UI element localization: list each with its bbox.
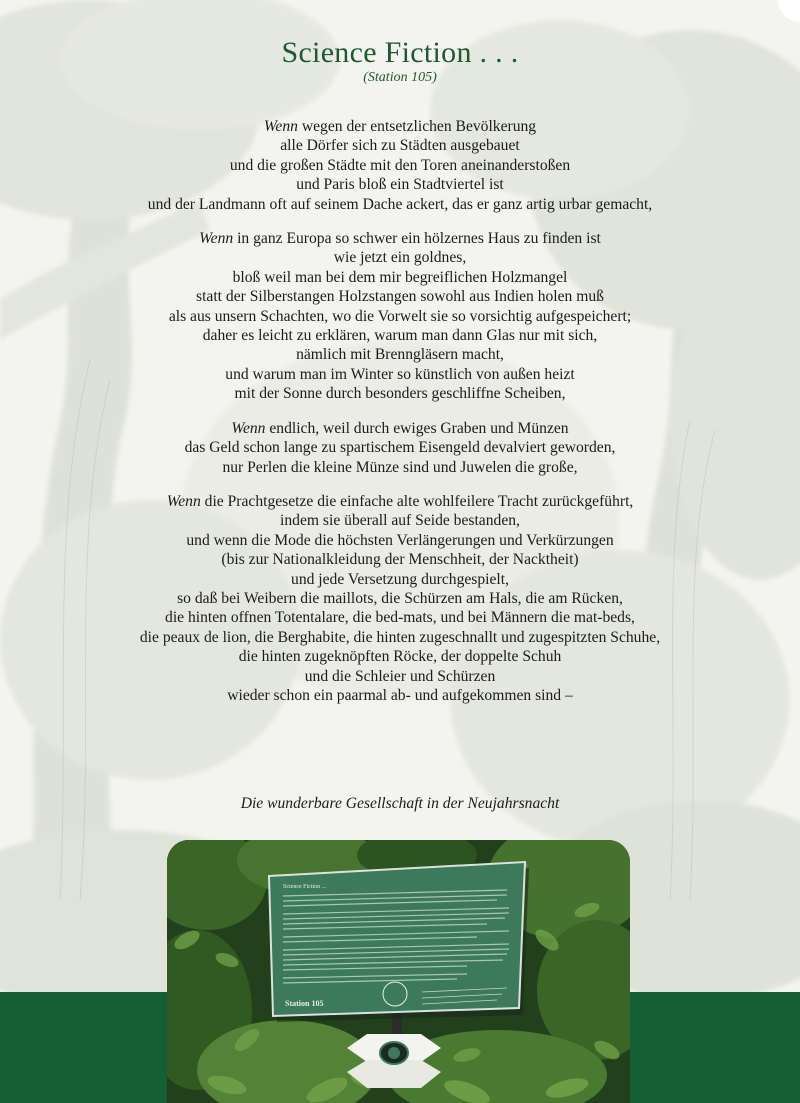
stanza-line: bloß weil man bei dem mir begreiflichen Holzmangel — [232, 268, 568, 286]
page-title: Science Fiction . . . — [281, 36, 519, 69]
stanza-line: als aus unsern Schachten, wo die Vorwelt sie so vorsichtig aufgespeichert; — [168, 307, 632, 325]
stanza-line: die hinten zugeknöpften Röcke, der doppelte Schuh — [238, 648, 562, 666]
stanza-line: und wenn die Mode die höchsten Verlängerungen und Verkürzungen — [186, 531, 614, 549]
stanza-lead-word: Wenn — [166, 492, 201, 510]
sign-photo-illustration — [167, 840, 630, 1103]
sign-photo — [167, 840, 630, 1103]
poem-body — [0, 117, 800, 720]
stanza-line: mit der Sonne durch besonders geschliffne Scheiben, — [234, 385, 566, 403]
stanza-line: die hinten offnen Totentalare, die bed-mats, und bei Männern die mat-beds, — [165, 609, 635, 627]
stanza — [0, 492, 800, 705]
stanza — [0, 229, 800, 404]
stanza-line: und warum man im Winter so künstlich von außen heizt — [225, 365, 575, 383]
stanza-line: wie jetzt ein goldnes, — [333, 249, 467, 267]
stanza-line: und Paris bloß ein Stadtviertel ist — [296, 176, 504, 194]
stanza-line: nur Perlen die kleine Münze sind und Juwelen die große, — [222, 458, 578, 476]
stanza-line: Wenn in ganz Europa so schwer ein hölzernes Haus zu finden ist — [199, 230, 601, 248]
stanza-line: so daß bei Weibern die maillots, die Schürzen am Hals, die am Rücken, — [177, 589, 623, 607]
stanza-line: nämlich mit Brenngläsern macht, — [296, 346, 504, 364]
stanza-line: indem sie überall auf Seide bestanden, — [280, 512, 520, 530]
stanza — [0, 419, 800, 477]
stanza-lead-word: Wenn — [231, 419, 266, 437]
stanza-line: (bis zur Nationalkleidung der Menschheit, der Nacktheit) — [221, 551, 579, 569]
stanza-line: und die großen Städte mit den Toren aneinanderstoßen — [229, 156, 571, 174]
stanza-line: statt der Silberstangen Holzstangen sowohl aus Indien holen muß — [196, 288, 604, 306]
stanza-line: wieder schon ein paarmal ab- und aufgekommen sind – — [227, 686, 573, 704]
stanza-line: und der Landmann oft auf seinem Dache ackert, das er ganz artig urbar gemacht, — [147, 195, 653, 213]
stanza-line: und die Schleier und Schürzen — [304, 667, 496, 685]
sign-station-label: Station 105 — [285, 999, 324, 1008]
stanza-line: alle Dörfer sich zu Städten ausgebauet — [280, 137, 520, 155]
stanza-lead-word: Wenn — [263, 118, 298, 135]
stanza-line: das Geld schon lange zu spartischem Eisengeld devalviert geworden, — [184, 439, 616, 457]
stanza — [0, 117, 800, 214]
source-attribution: Die wunderbare Gesellschaft in der Neujahrsnacht — [240, 795, 560, 812]
stanza-line: Wenn endlich, weil durch ewiges Graben und Münzen — [231, 419, 569, 437]
stanza-lead-word: Wenn — [199, 230, 234, 248]
stanza-line: Wenn wegen der entsetzlichen Bevölkerung — [263, 118, 537, 135]
stanza-line: und jede Versetzung durchgespielt, — [291, 570, 509, 588]
svg-text:Science Fiction ...: Science Fiction ... — [283, 884, 327, 890]
stanza-line: Wenn die Prachtgesetze die einfache alte wohlfeilere Tracht zurückgeführt, — [166, 492, 634, 510]
stanza-line: daher es leicht zu erklären, warum man dann Glas nur mit sich, — [202, 327, 598, 345]
stanza-line: die peaux de lion, die Berghabite, die hinten zugeschnallt und zugespitzten Schuhe, — [139, 628, 661, 646]
page-subtitle: (Station 105) — [363, 70, 437, 85]
